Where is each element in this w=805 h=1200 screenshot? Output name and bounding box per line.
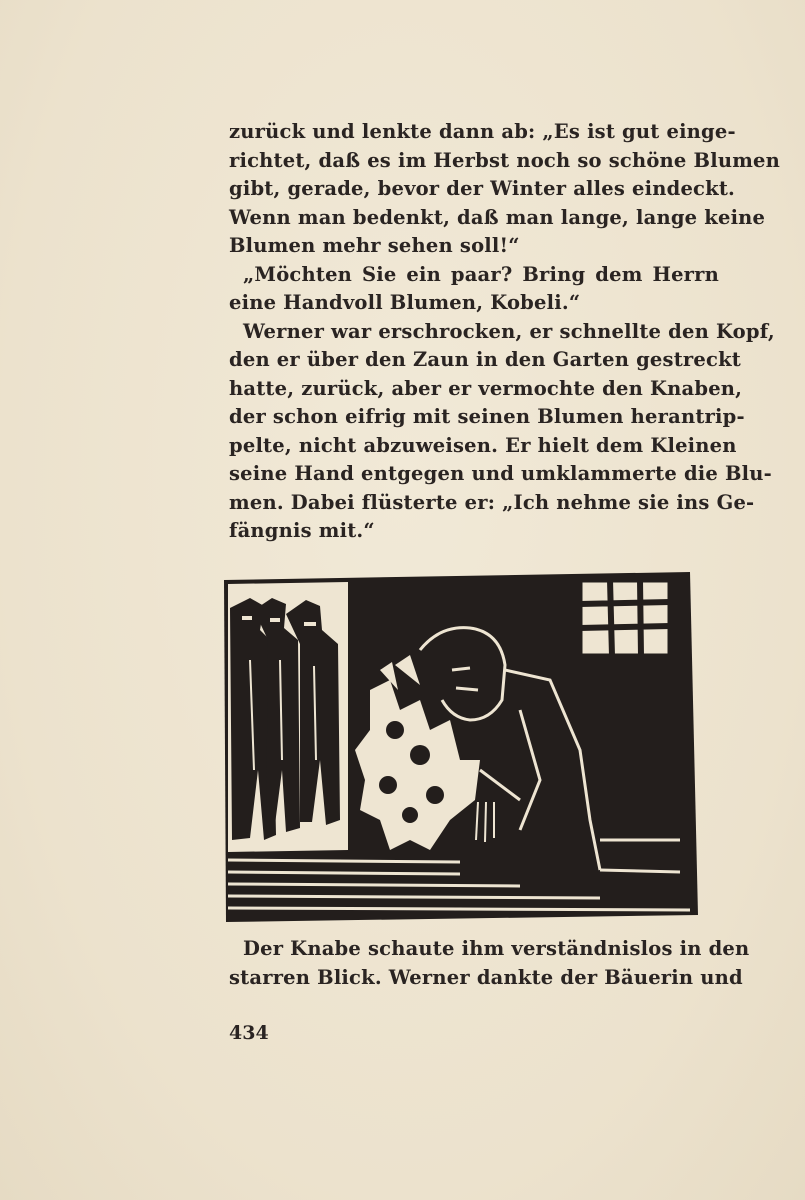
woodcut-illustration: [220, 570, 703, 925]
text-line: den er über den Zaun in den Garten gestreckt: [229, 348, 742, 371]
text-line: zurück und lenkte dann ab: „Es ist gut einge-: [229, 120, 736, 143]
text-line: fängnis mit.“: [229, 519, 375, 542]
text-line: eine Handvoll Blumen, Kobeli.“: [229, 291, 581, 314]
text-line: hatte, zurück, aber er vermochte den Knaben,: [229, 376, 743, 400]
text-line: Wenn man bedenkt, daß man lange, lange keine: [229, 205, 766, 229]
text-line: der schon eifrig mit seinen Blumen herantrip-: [229, 405, 745, 428]
text-block-bottom: [229, 935, 750, 992]
text-line: Werner war erschrocken, er schnellte den Kopf,: [243, 319, 775, 343]
text-line: starren Blick. Werner dankte der Bäuerin und: [229, 965, 743, 989]
text-line: Blumen mehr sehen soll!“: [229, 234, 520, 257]
page-number: 434: [229, 1022, 269, 1044]
text-line: „Möchten Sie ein paar? Bring dem Herrn: [243, 262, 719, 286]
text-line: richtet, daß es im Herbst noch so schöne Blumen: [229, 148, 781, 172]
text-line: gibt, gerade, bevor der Winter alles eindeckt.: [229, 177, 736, 200]
text-line: seine Hand entgegen und umklammerte die Blu-: [229, 462, 772, 485]
text-line: pelte, nicht abzuweisen. Er hielt dem Kleinen: [229, 433, 737, 457]
text-line: men. Dabei flüsterte er: „Ich nehme sie ins Ge-: [229, 490, 755, 514]
text-line: Der Knabe schaute ihm verständnislos in den: [243, 937, 750, 960]
text-block-top: [229, 118, 781, 546]
